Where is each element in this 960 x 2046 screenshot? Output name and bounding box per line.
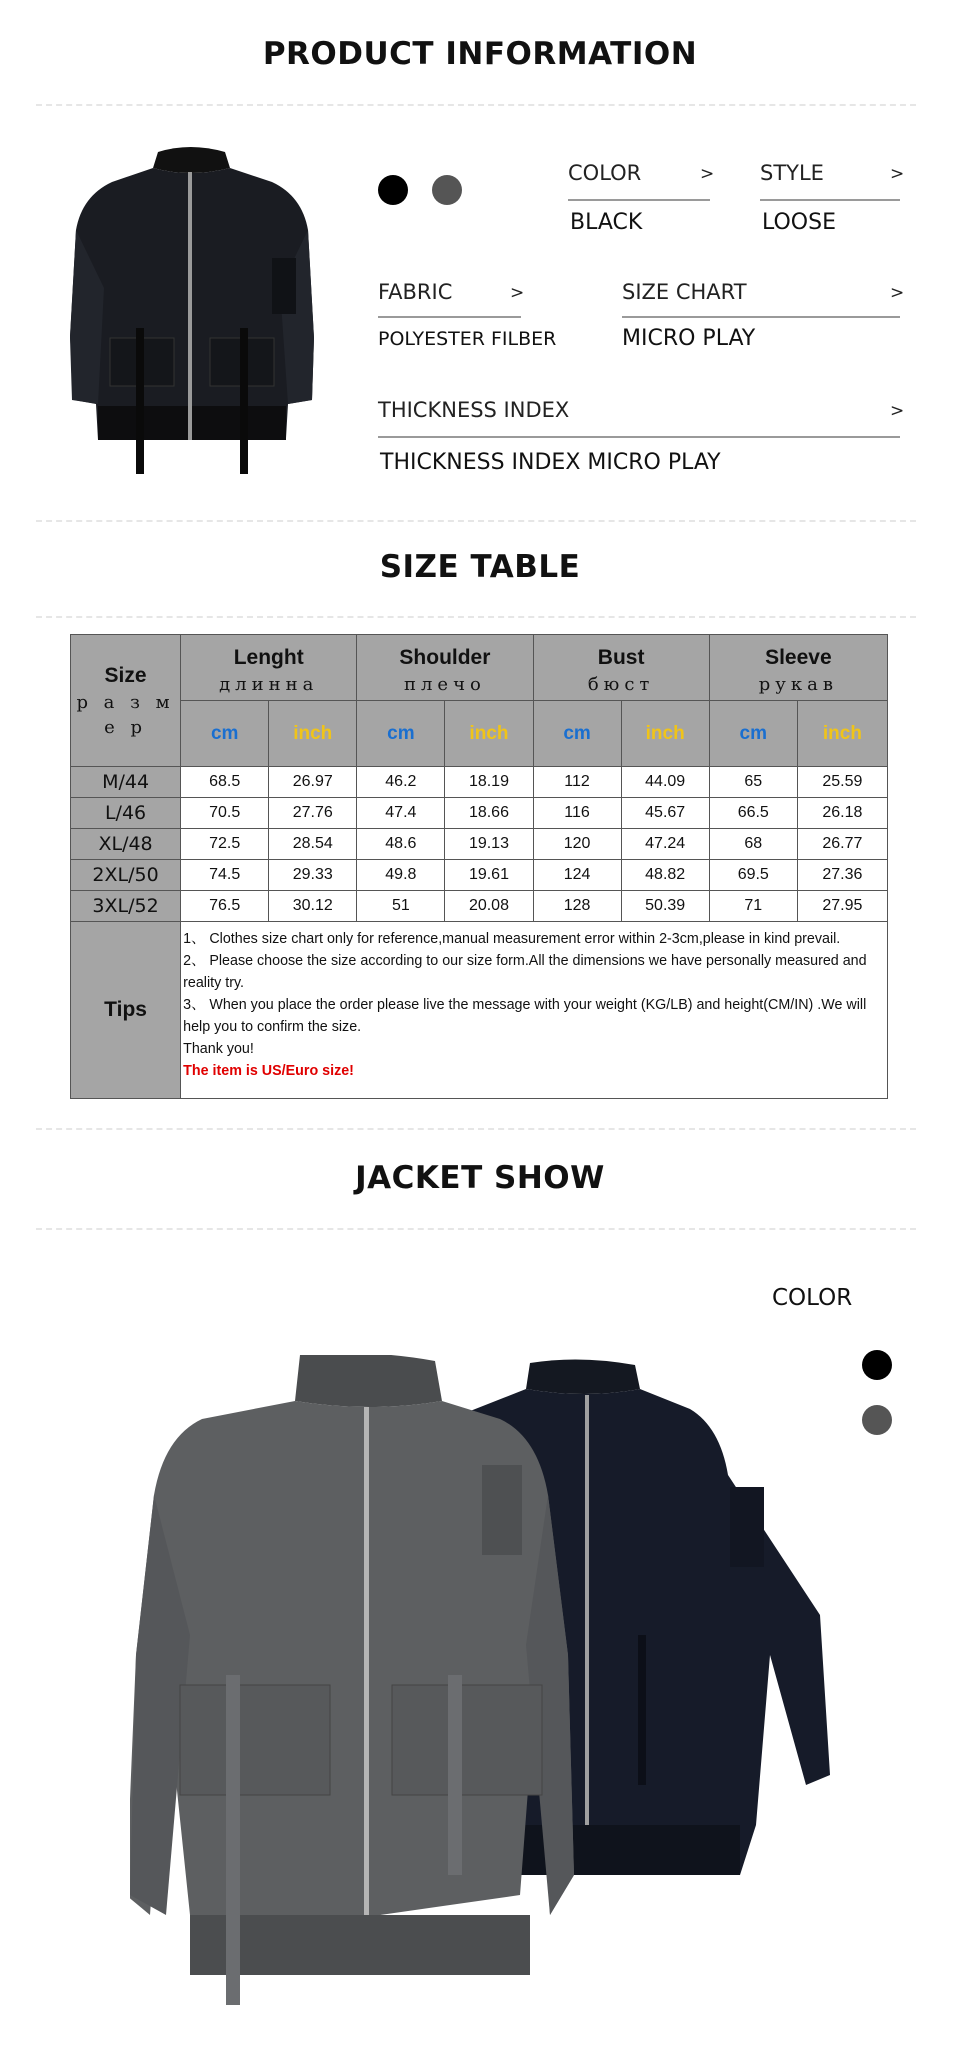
table-cell: 18.66 [445, 798, 533, 829]
table-cell: 28.54 [269, 829, 357, 860]
fabric-value: POLYESTER FILBER [378, 328, 557, 350]
table-cell: 27.36 [797, 860, 887, 891]
underline [378, 436, 900, 438]
fabric-label: FABRIC [378, 280, 453, 304]
column-header-sleeve [709, 635, 887, 701]
table-cell: 48.6 [357, 829, 445, 860]
table-cell: 26.97 [269, 767, 357, 798]
size-header-cell [71, 635, 181, 767]
table-cell: 71 [709, 891, 797, 922]
underline [568, 199, 710, 201]
table-cell: 27.76 [269, 798, 357, 829]
table-cell: 74.5 [181, 860, 269, 891]
column-header-ru: длинна [219, 674, 319, 695]
size-rows [71, 767, 888, 922]
table-cell: 26.18 [797, 798, 887, 829]
style-value: LOOSE [762, 210, 836, 235]
column-header-label: Shoulder [399, 646, 491, 669]
unit-inch: inch [269, 701, 357, 767]
size-label: XL/48 [71, 829, 181, 860]
size-table [70, 634, 888, 1099]
unit-cm: cm [357, 701, 445, 767]
unit-cm: cm [709, 701, 797, 767]
table-row [71, 767, 888, 798]
table-cell: 47.4 [357, 798, 445, 829]
tip-line: Thank you! [183, 1041, 254, 1057]
table-cell: 128 [533, 891, 621, 922]
underline [622, 316, 900, 318]
table-cell: 112 [533, 767, 621, 798]
chevron-right-icon: > [700, 164, 715, 184]
thickness-value: THICKNESS INDEX MICRO PLAY [380, 450, 721, 475]
tip-line: 2、 Please choose the size according to our size form.All the dimensions we have personally measured and reality try. [183, 953, 867, 991]
unit-cm: cm [533, 701, 621, 767]
size-label: L/46 [71, 798, 181, 829]
tip-line: 3、 When you place the order please live the message with your weight (KG/LB) and height(CM/IN) .We will help you to confirm the size. [183, 997, 867, 1035]
table-cell: 116 [533, 798, 621, 829]
size-label: 2XL/50 [71, 860, 181, 891]
tip-line: 1、 Clothes size chart only for reference,manual measurement error within 2-3cm,please in kind prevail. [183, 931, 841, 947]
column-header-shoulder [357, 635, 533, 701]
table-cell: 47.24 [621, 829, 709, 860]
table-cell: 68.5 [181, 767, 269, 798]
table-cell: 50.39 [621, 891, 709, 922]
table-row [71, 891, 888, 922]
color-label: COLOR [568, 161, 642, 185]
divider [36, 1228, 916, 1230]
product-photo-black-jacket [40, 138, 350, 483]
jacket-show-title: JACKET SHOW [355, 1160, 605, 1196]
product-info-title: PRODUCT INFORMATION [262, 36, 698, 72]
size-chart-value: MICRO PLAY [622, 326, 756, 351]
size-header-ru: р а з м [76, 691, 175, 713]
size-table-title: SIZE TABLE [379, 549, 581, 585]
swatch-black[interactable] [378, 175, 408, 205]
table-cell: 120 [533, 829, 621, 860]
underline [760, 199, 900, 201]
table-cell: 76.5 [181, 891, 269, 922]
table-cell: 48.82 [621, 860, 709, 891]
table-cell: 69.5 [709, 860, 797, 891]
size-header-ru: е р [104, 716, 148, 738]
table-cell: 65 [709, 767, 797, 798]
table-cell: 20.08 [445, 891, 533, 922]
unit-inch: inch [445, 701, 533, 767]
table-row [71, 798, 888, 829]
style-label: STYLE [760, 161, 824, 185]
table-cell: 49.8 [357, 860, 445, 891]
divider [36, 104, 916, 106]
divider [36, 520, 916, 522]
column-header-label: Bust [597, 646, 645, 669]
table-cell: 124 [533, 860, 621, 891]
divider [36, 1128, 916, 1130]
table-row [71, 860, 888, 891]
table-row [71, 829, 888, 860]
tip-line-warning: The item is US/Euro size! [183, 1063, 354, 1079]
table-cell: 18.19 [445, 767, 533, 798]
column-header-ru: рукав [758, 674, 838, 695]
chevron-right-icon: > [890, 401, 905, 421]
table-cell: 66.5 [709, 798, 797, 829]
table-cell: 19.61 [445, 860, 533, 891]
column-header-length [181, 635, 357, 701]
table-cell: 45.67 [621, 798, 709, 829]
table-cell: 26.77 [797, 829, 887, 860]
table-cell: 30.12 [269, 891, 357, 922]
swatch-black[interactable] [862, 1350, 892, 1380]
size-header: Size [104, 663, 147, 687]
table-cell: 72.5 [181, 829, 269, 860]
column-header-label: Sleeve [765, 646, 832, 669]
divider [36, 616, 916, 618]
swatch-gray[interactable] [432, 175, 462, 205]
thickness-label: THICKNESS INDEX [378, 398, 570, 422]
size-label: 3XL/52 [71, 891, 181, 922]
table-cell: 51 [357, 891, 445, 922]
unit-inch: inch [621, 701, 709, 767]
color-value: BLACK [570, 210, 643, 235]
column-header-bust [533, 635, 709, 701]
table-cell: 29.33 [269, 860, 357, 891]
tips-label: Tips [71, 922, 181, 1099]
column-header-label: Lenght [233, 646, 304, 669]
swatch-gray[interactable] [862, 1405, 892, 1435]
table-cell: 25.59 [797, 767, 887, 798]
table-cell: 19.13 [445, 829, 533, 860]
column-header-ru: плечо [404, 674, 486, 695]
size-chart-label: SIZE CHART [622, 280, 747, 304]
chevron-right-icon: > [890, 283, 905, 303]
table-cell: 46.2 [357, 767, 445, 798]
chevron-right-icon: > [510, 283, 525, 303]
jacket-show-photo [130, 1355, 840, 2035]
table-cell: 70.5 [181, 798, 269, 829]
table-cell: 44.09 [621, 767, 709, 798]
table-cell: 27.95 [797, 891, 887, 922]
tips-text [181, 922, 888, 1099]
chevron-right-icon: > [890, 164, 905, 184]
unit-inch: inch [797, 701, 887, 767]
jacket-show-color-label: COLOR [772, 1285, 853, 1311]
table-cell: 68 [709, 829, 797, 860]
underline [378, 316, 521, 318]
size-label: M/44 [71, 767, 181, 798]
unit-cm: cm [181, 701, 269, 767]
column-header-ru: бюст [587, 674, 655, 695]
